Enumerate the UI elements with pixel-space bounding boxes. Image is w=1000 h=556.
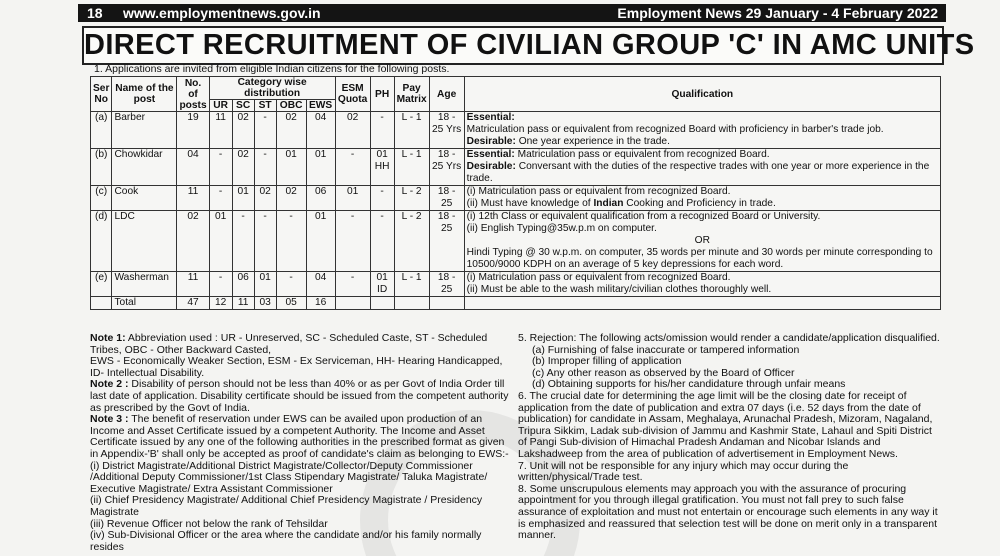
desirable-label: Desirable: bbox=[466, 136, 516, 147]
cell-esm: - bbox=[335, 272, 370, 297]
point-7: 7. Unit will not be responsible for any injury which may occur during the written/physical/Trade test. bbox=[518, 459, 849, 484]
essential-label: Essential: bbox=[466, 149, 515, 160]
note-label: Note 3 : bbox=[90, 413, 129, 426]
qualification-line: One year experience in the trade. bbox=[515, 136, 670, 147]
cell-ph: 01 HH bbox=[370, 149, 394, 186]
cell-obc: - bbox=[276, 211, 306, 272]
cell-posts: 11 bbox=[177, 186, 209, 211]
header-sc: SC bbox=[232, 100, 254, 112]
cell-pay: L - 2 bbox=[394, 211, 429, 272]
cell-esm: 01 bbox=[335, 186, 370, 211]
cell-age: 18 - 25 bbox=[429, 186, 464, 211]
cell-post: Chowkidar bbox=[112, 149, 177, 186]
cell-posts: 04 bbox=[177, 149, 209, 186]
cell-pay: L - 1 bbox=[394, 272, 429, 297]
total-ur: 12 bbox=[209, 297, 232, 310]
cell-qualification bbox=[464, 297, 940, 310]
cell-qualification bbox=[464, 272, 940, 297]
desirable-label: Desirable: bbox=[466, 161, 516, 172]
rejection-item: (d) Obtaining supports for his/her candidature through unfair means bbox=[532, 378, 846, 391]
cell-ph: - bbox=[370, 211, 394, 272]
authority-item: (ii) Chief Presidency Magistrate/ Additional Chief Presidency Magistrate / Presidency Magistrate bbox=[90, 494, 483, 518]
cell-st: - bbox=[254, 112, 276, 149]
cell-ph bbox=[370, 297, 394, 310]
total-label: Total bbox=[112, 297, 177, 310]
cell-ser: (e) bbox=[91, 272, 112, 297]
cell-esm: 02 bbox=[335, 112, 370, 149]
cell-esm: - bbox=[335, 211, 370, 272]
note-text: Disability of person should not be less than 40% or as per Govt of India Order till last date of application. Disability certificate should be issued from the competent authority as prescribed by the Govt of India. bbox=[90, 378, 509, 414]
page-number: 18 bbox=[87, 5, 103, 21]
cell-ews: 06 bbox=[306, 186, 335, 211]
point-5: 5. Rejection: The following acts/omission would render a candidate/application disqualified. bbox=[518, 332, 940, 344]
note-2 bbox=[90, 379, 510, 414]
page-header-bar bbox=[78, 4, 946, 22]
cell-ews: 01 bbox=[306, 149, 335, 186]
cell-ser bbox=[91, 297, 112, 310]
posts-table bbox=[90, 76, 941, 310]
cell-obc: - bbox=[276, 272, 306, 297]
header-ser-no: Ser No bbox=[91, 77, 112, 112]
qualification-emphasis: Indian bbox=[593, 198, 624, 209]
header-st: ST bbox=[254, 100, 276, 112]
total-posts: 47 bbox=[177, 297, 209, 310]
cell-ews: 04 bbox=[306, 112, 335, 149]
rejection-item: (b) Improper filling of application bbox=[532, 355, 682, 368]
cell-ser: (b) bbox=[91, 149, 112, 186]
header-age: Age bbox=[429, 77, 464, 112]
cell-st: - bbox=[254, 149, 276, 186]
cell-sc: 06 bbox=[232, 272, 254, 297]
cell-ph: - bbox=[370, 112, 394, 149]
cell-ser: (c) bbox=[91, 186, 112, 211]
cell-st: 02 bbox=[254, 186, 276, 211]
cell-sc: - bbox=[232, 211, 254, 272]
rejection-item: (c) Any other reason as observed by the Board of Officer bbox=[532, 366, 795, 379]
total-sc: 11 bbox=[232, 297, 254, 310]
cell-ser: (a) bbox=[91, 112, 112, 149]
qualification-line: Hindi Typing @ 30 w.p.m. on computer, 35 words per minute and 30 words per minute corresponding to 10500/9000 KDPH on an average of 5 key depressions for each word. bbox=[466, 247, 933, 270]
cell-age: 18 - 25 bbox=[429, 272, 464, 297]
cell-ews: 01 bbox=[306, 211, 335, 272]
qualification-line: (ii) Must be able to the wash military/civilian clothes thoroughly well. bbox=[466, 284, 772, 295]
table-row bbox=[91, 149, 941, 186]
header-ph: PH bbox=[370, 77, 394, 112]
cell-ur: - bbox=[209, 186, 232, 211]
total-st: 03 bbox=[254, 297, 276, 310]
rejection-item: (a) Furnishing of false inaccurate or tampered information bbox=[532, 343, 800, 356]
cell-obc: 01 bbox=[276, 149, 306, 186]
cell-pay: L - 2 bbox=[394, 186, 429, 211]
total-obc: 05 bbox=[276, 297, 306, 310]
note-1-continued: EWS - Economically Weaker Section, ESM - Ex Serviceman, HH- Hearing Handicapped, ID- Intellectual Disability. bbox=[90, 355, 503, 379]
header-ur: UR bbox=[209, 100, 232, 112]
note-3 bbox=[90, 414, 510, 460]
header-pay-matrix: Pay Matrix bbox=[394, 77, 429, 112]
note-label: Note 1: bbox=[90, 332, 126, 344]
header-ews: EWS bbox=[306, 100, 335, 112]
table-row bbox=[91, 272, 941, 297]
cell-sc: 02 bbox=[232, 112, 254, 149]
header-qualification: Qualification bbox=[464, 77, 940, 112]
intro-text: 1. Applications are invited from eligible Indian citizens for the following posts. bbox=[94, 63, 450, 75]
cell-posts: 11 bbox=[177, 272, 209, 297]
table-total-row bbox=[91, 297, 941, 310]
note-1 bbox=[90, 333, 510, 356]
cell-age: 18 - 25 Yrs bbox=[429, 112, 464, 149]
qualification-line: Cooking and Proficiency in trade. bbox=[623, 198, 776, 209]
qualification-line: (i) Matriculation pass or equivalent from recognized Board. bbox=[466, 186, 731, 197]
cell-qualification bbox=[464, 149, 940, 186]
cell-ph: - bbox=[370, 186, 394, 211]
cell-age: 18 - 25 Yrs bbox=[429, 149, 464, 186]
cell-pay: L - 1 bbox=[394, 112, 429, 149]
table-row bbox=[91, 186, 941, 211]
authority-item: (i) District Magistrate/Additional District Magistrate/Collector/Deputy Commissioner /Additional Deputy Commissioner/1st Class Stipendary Magistrate/ Taluka Magistrate/ Executive Magistrate/ Extra Assistant Commissioner bbox=[90, 459, 488, 495]
header-category: Category wise distribution bbox=[209, 77, 335, 100]
cell-qualification bbox=[464, 211, 940, 272]
authority-item: (iv) Sub-Divisional Officer or the area where the candidate and/or his family normally resides bbox=[90, 529, 482, 553]
cell-sc: 01 bbox=[232, 186, 254, 211]
table-row bbox=[91, 112, 941, 149]
qualification-line: (ii) Must have knowledge of bbox=[466, 198, 594, 209]
cell-post: Barber bbox=[112, 112, 177, 149]
point-6: 6. The crucial date for determining the age limit will be the closing date for receipt of application from the date of publication and extra 07 days (i.e. 52 days from the date of publication) for candidate in Assam, Meghalaya, Arunachal Pradesh, Mizoram, Nagaland, Tripura Sikkim, Ladak sub-division of Jammu and Kashmir State, Lahaul and Spiti District of Pangi Sub-division of Himachal Pradesh Andaman and Nicobar Islands and Lakshadweep from the area of publication of advertisement in Employment News. bbox=[518, 389, 933, 460]
note-text: Abbreviation used : UR - Unreserved, SC - Scheduled Caste, ST - Scheduled Tribes, OBC - Other Backward Casted, bbox=[90, 332, 488, 356]
cell-posts: 02 bbox=[177, 211, 209, 272]
qualification-line: (i) 12th Class or equivalent qualification from a recognized Board or University. bbox=[466, 211, 821, 222]
cell-ur: 11 bbox=[209, 112, 232, 149]
qualification-line: Matriculation pass or equivalent from recognized Board. bbox=[514, 149, 770, 160]
edition-date: Employment News 29 January - 4 February 2022 bbox=[617, 5, 938, 21]
cell-qualification bbox=[464, 186, 940, 211]
header-obc: OBC bbox=[276, 100, 306, 112]
note-text: The benefit of reservation under EWS can be availed upon production of an Income and Asset Certificate issued by a competent Authority. The Income and Asset Certificate issued by any one of the following authorities in the prescribed format as given in Appendix-'B' shall only be accepted as proof of candidate's claim as belonging to EWS:- bbox=[90, 413, 509, 460]
cell-ur: 01 bbox=[209, 211, 232, 272]
cell-esm: - bbox=[335, 149, 370, 186]
cell-ews: 04 bbox=[306, 272, 335, 297]
cell-post: Cook bbox=[112, 186, 177, 211]
cell-ser: (d) bbox=[91, 211, 112, 272]
note-label: Note 2 : bbox=[90, 378, 129, 391]
cell-age bbox=[429, 297, 464, 310]
table-row bbox=[91, 211, 941, 272]
cell-sc: 02 bbox=[232, 149, 254, 186]
cell-post: LDC bbox=[112, 211, 177, 272]
cell-posts: 19 bbox=[177, 112, 209, 149]
cell-pay bbox=[394, 297, 429, 310]
cell-ur: - bbox=[209, 149, 232, 186]
qualification-or: OR bbox=[694, 235, 710, 246]
notes-left-column bbox=[90, 333, 510, 553]
qualification-line: Conversant with the duties of the respective trades with one year or more experience in the trade. bbox=[466, 161, 930, 184]
header-post-name: Name of the post bbox=[112, 77, 177, 112]
notes-right-column bbox=[518, 333, 941, 542]
authority-item: (iii) Revenue Officer not below the rank of Tehsildar bbox=[90, 517, 328, 530]
cell-obc: 02 bbox=[276, 186, 306, 211]
cell-post: Washerman bbox=[112, 272, 177, 297]
essential-label: Essential: bbox=[466, 112, 515, 123]
cell-qualification bbox=[464, 112, 940, 149]
cell-obc: 02 bbox=[276, 112, 306, 149]
header-esm: ESM Quota bbox=[335, 77, 370, 112]
cell-esm bbox=[335, 297, 370, 310]
cell-age: 18 - 25 bbox=[429, 211, 464, 272]
cell-ph: 01 ID bbox=[370, 272, 394, 297]
point-8: 8. Some unscrupulous elements may approach you with the assurance of procuring appointment for you through illegal gratification. You must not fall prey to such false assurance of exploitation and must not entertain or encourage such elements in any way it is emphasized and reassured that selection test will be done on merit only in a transparent manner. bbox=[518, 482, 938, 542]
website-link[interactable]: www.employmentnews.gov.in bbox=[123, 5, 321, 21]
cell-pay: L - 1 bbox=[394, 149, 429, 186]
total-ews: 16 bbox=[306, 297, 335, 310]
cell-st: - bbox=[254, 211, 276, 272]
qualification-line: (ii) English Typing@35w.p.m on computer. bbox=[466, 223, 657, 234]
header-no-of-posts: No. of posts bbox=[177, 77, 209, 112]
advertisement-title: DIRECT RECRUITMENT OF CIVILIAN GROUP 'C' IN AMC UNITS bbox=[82, 26, 944, 65]
cell-st: 01 bbox=[254, 272, 276, 297]
cell-ur: - bbox=[209, 272, 232, 297]
qualification-line: Matriculation pass or equivalent from recognized Board with proficiency in barber's trade job. bbox=[466, 124, 884, 135]
qualification-line: (i) Matriculation pass or equivalent from recognized Board. bbox=[466, 272, 731, 283]
